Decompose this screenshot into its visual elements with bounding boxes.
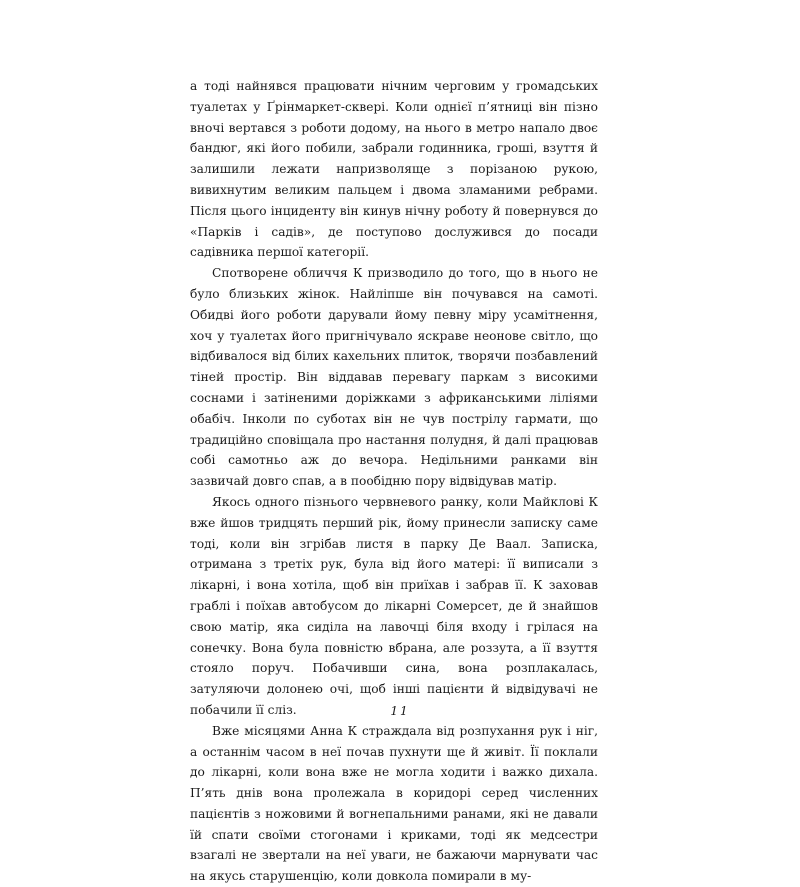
paragraph: Вже місяцями Анна К страждала від розпухання рук і ніг, а останнім часом в неї почав пухнути ще й живіт. Її поклали до лікарні, коли вона вже не могла ходити і важко дихала. П’ять днів вона пролежала в коридорі серед численних пацієнтів з ножовими й вогнепальними ранами, які не давали їй спати своїми стогонами і криками, тоді як медсестри взагалі не звертали на неї уваги, не бажаючи марнувати час на якусь старушенцію, коли довкола помирали в му- [190, 723, 598, 884]
paragraph: Якось одного пізнього червневого ранку, коли Майклові К вже йшов тридцять перший рік, йому принесли записку саме тоді, коли він згрібав листя в парку Де Ваал. Записка, отримана з третіх рук, була від його матері: її виписали з лікарні, і вона хотіла, щоб він приїхав і забрав її. К заховав граблі і поїхав автобусом до лікарні Сомерсет, де й знайшов свою матір, яка сиділа на лавочці біля входу і грілася на сонечку. Вона була повністю вбрана, але роззута, а її взуття стояло поруч. Побачивши сина, вона розплакалась, затуляючи долонею очі, щоб інші пацієнти й відвідувачі не побачили її сліз. [190, 494, 598, 717]
body-text [190, 76, 598, 887]
paragraph-continued: а тоді найнявся працювати нічним черговим у громадських туалетах у Ґрінмаркет-сквері. Коли однієї п’ятниці він пізно вночі вертався з роботи додому, на нього в метро напало двоє бандюг, які його побили, забрали годинника, гроші, взуття й залишили лежати напризволяще з порізаною рукою, вивихнутим великим пальцем і двома зламаними ребрами. Після цього інциденту він кинув нічну роботу й повернувся до «Парків і садів», де поступово дослужився до посади садівника першої категорії. [190, 79, 598, 260]
paragraph: Спотворене обличчя К призводило до того, що в нього не було близьких жінок. Найліпше він почувався на самоті. Обидві його роботи дарували йому певну міру усамітнення, хоч у туалетах його пригнічувало яскраве неонове світло, що відбивалося від білих кахельних плиток, творячи позбавлений тіней простір. Він віддавав перевагу паркам з високими соснами і затіненими доріжками з африканськими ліліями обабіч. Інколи по суботах він не чув пострілу гармати, що традиційно сповіщала про настання полудня, й далі працював собі самотньо аж до вечора. Недільними ранками він зазвичай довго спав, а в пообідню пору відвідував матір. [190, 266, 598, 489]
page-number: 11 [390, 704, 410, 718]
